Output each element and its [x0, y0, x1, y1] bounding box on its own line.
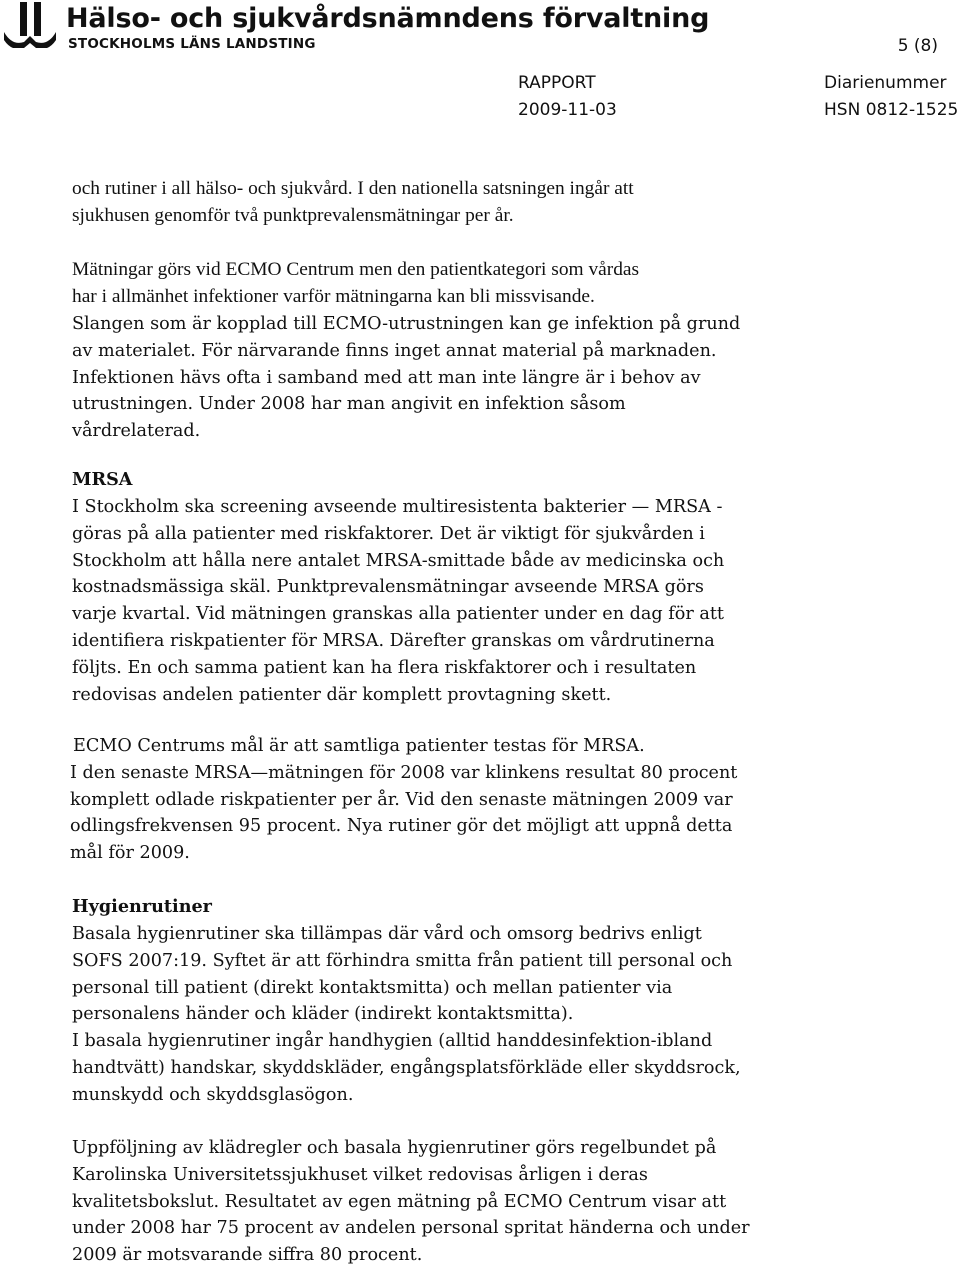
registration-label: Diarienummer — [824, 73, 947, 93]
page-number: 5 (8) — [897, 36, 938, 56]
followup-paragraph — [72, 1135, 750, 1269]
text-line: vårdrelaterad. — [72, 421, 201, 442]
text-line: ECMO Centrums mål är att samtliga patienter testas för MRSA. — [73, 736, 645, 756]
text-line: I den senaste MRSA—mätningen för 2008 var klinkens resultat 80 procent — [70, 762, 738, 783]
text-line: varje kvartal. Vid mätningen granskas alla patienter under en dag för att — [72, 604, 724, 625]
text-line: kostnadsmässiga skäl. Punktprevalensmätningar avseende MRSA görs — [72, 577, 704, 598]
mrsa-heading: MRSA — [72, 469, 133, 490]
text-line: och rutiner i all hälso- och sjukvård. I den nationella satsningen ingår att — [72, 178, 634, 199]
text-line: av materialet. För närvarande finns inget annat material på marknaden. — [72, 340, 717, 361]
text-line: handtvätt) handskar, skyddskläder, engångsplatsförkläde eller skyddsrock, — [72, 1057, 741, 1078]
text-line: Infektionen hävs ofta i samband med att man inte längre är i behov av — [72, 367, 701, 388]
text-line: mål för 2009. — [70, 843, 190, 864]
text-line: följts. En och samma patient kan ha flera riskfaktorer och i resultaten — [72, 657, 697, 678]
hygiene-heading: Hygienrutiner — [72, 896, 212, 917]
registration-meta — [824, 70, 958, 124]
mrsa-goal-paragraph — [70, 733, 737, 867]
county-council-logo — [4, 2, 56, 48]
text-line: personal till patient (direkt kontaktsmitta) och mellan patienter via — [72, 977, 673, 998]
text-line: I basala hygienrutiner ingår handhygien (alltid handdesinfektion-ibland — [72, 1031, 713, 1052]
text-line: odlingsfrekvensen 95 procent. Nya rutiner gör det möjligt att uppnå detta — [70, 816, 733, 837]
ecmo-measurement-paragraph — [72, 257, 639, 311]
text-line: göras på alla patienter med riskfaktorer. Det är viktigt för sjukvården i — [72, 523, 705, 544]
text-line: personalens händer och kläder (indirekt kontaktsmitta). — [72, 1004, 574, 1025]
text-line: munskydd och skyddsglasögon. — [72, 1084, 354, 1105]
org-name: Hälso- och sjukvårdsnämndens förvaltning — [66, 3, 710, 34]
text-line: har i allmänhet infektioner varför mätningarna kan bli missvisande. — [72, 285, 595, 307]
registration-number: HSN 0812-1525 — [824, 100, 959, 120]
text-line: Mätningar görs vid ECMO Centrum men den patientkategori som vårdas — [72, 259, 640, 280]
report-date: 2009-11-03 — [518, 100, 617, 120]
text-line: identifiera riskpatienter för MRSA. Därefter granskas om vårdrutinerna — [72, 630, 715, 651]
mrsa-paragraph — [72, 494, 724, 708]
text-line: redovisas andelen patienter där komplett provtagning skett. — [72, 684, 612, 705]
text-line: sjukhusen genomför två punktprevalensmätningar per år. — [72, 204, 514, 226]
ecmo-infection-paragraph — [72, 311, 740, 445]
text-line: komplett odlade riskpatienter per år. Vid den senaste mätningen 2009 var — [70, 789, 733, 810]
org-subtitle: STOCKHOLMS LÄNS LANDSTING — [68, 36, 316, 52]
hygiene-paragraph — [72, 921, 741, 1109]
text-line: utrustningen. Under 2008 har man angivit en infektion såsom — [72, 394, 626, 415]
report-meta — [518, 70, 617, 124]
text-line: Slangen som är kopplad till ECMO-utrustningen kan ge infektion på grund — [72, 314, 741, 334]
text-line: Basala hygienrutiner ska tillämpas där vård och omsorg bedrivs enligt — [72, 924, 702, 944]
text-line: Karolinska Universitetssjukhuset vilket redovisas årligen i deras — [72, 1164, 648, 1185]
text-line: kvalitetsbokslut. Resultatet av egen mätning på ECMO Centrum visar att — [72, 1191, 727, 1212]
text-line: Stockholm att hålla nere antalet MRSA-smittade både av medicinska och — [72, 550, 725, 571]
intro-paragraph — [72, 176, 634, 230]
text-line: under 2008 har 75 procent av andelen personal spritat händerna och under — [72, 1218, 750, 1239]
text-line: Uppföljning av klädregler och basala hygienrutiner görs regelbundet på — [72, 1138, 717, 1158]
doc-type: RAPPORT — [518, 73, 596, 93]
text-line: SOFS 2007:19. Syftet är att förhindra smitta från patient till personal och — [72, 950, 733, 971]
text-line: 2009 är motsvarande siffra 80 procent. — [72, 1245, 423, 1266]
text-line: I Stockholm ska screening avseende multiresistenta bakterier — MRSA - — [72, 497, 723, 517]
